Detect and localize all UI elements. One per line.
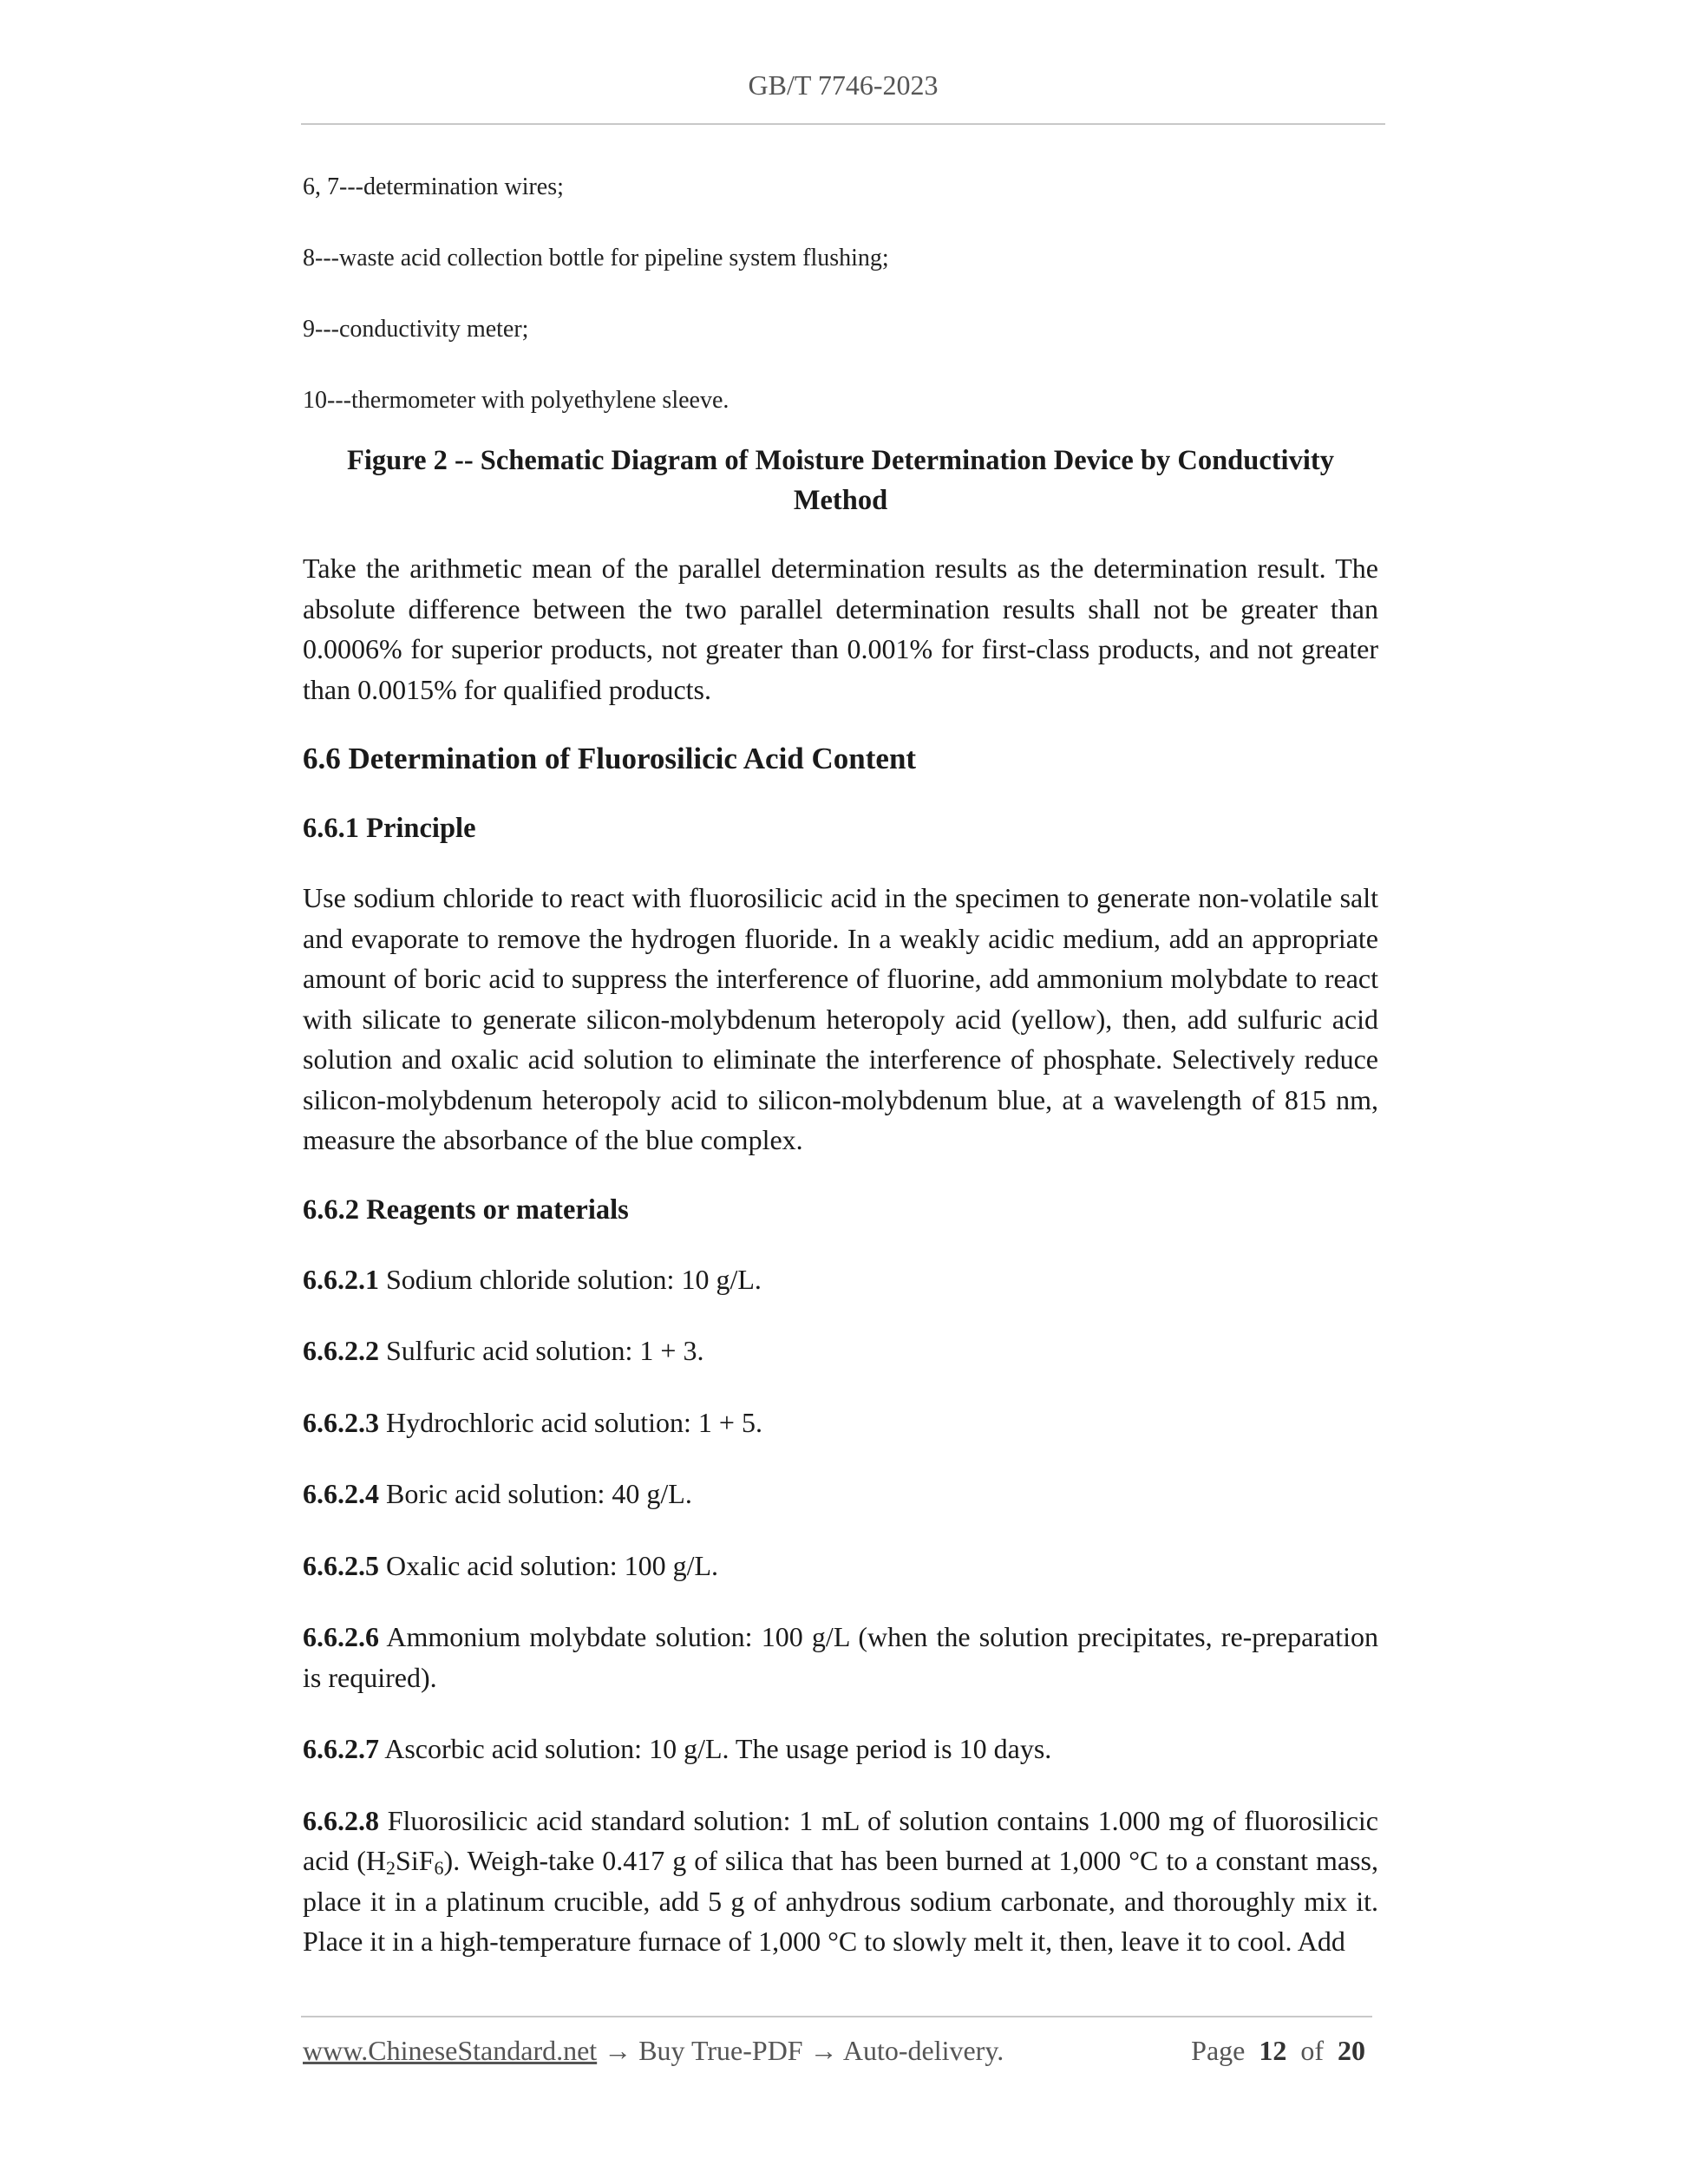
- reagent-item: [303, 1331, 1378, 1371]
- reagent-item: [303, 1729, 1378, 1769]
- reagent-item: [303, 1474, 1378, 1514]
- reagent-number: 6.6.2.8: [303, 1804, 379, 1836]
- of-word: of: [1300, 2035, 1324, 2066]
- section-heading-6-6: 6.6 Determination of Fluorosilicic Acid Content: [303, 742, 917, 775]
- reagent-number: 6.6.2.1: [303, 1263, 379, 1295]
- reagent-number: 6.6.2.4: [303, 1478, 379, 1509]
- reagent-item: [303, 1403, 1378, 1443]
- reagent-text: Boric acid solution: 40 g/L.: [379, 1478, 692, 1509]
- page-content: [303, 170, 1378, 1993]
- reagent-item: [303, 1617, 1378, 1697]
- total-pages: 20: [1338, 2035, 1365, 2066]
- subsection-heading-6-6-1: 6.6.1 Principle: [303, 813, 476, 844]
- figure-legend-item: 8---waste acid collection bottle for pipeline system flushing;: [303, 245, 889, 271]
- footer-divider: [301, 2016, 1372, 2017]
- header-divider: [301, 123, 1385, 125]
- reagent-number: 6.6.2.2: [303, 1335, 379, 1366]
- reagent-text: Hydrochloric acid solution: 1 + 5.: [379, 1406, 762, 1438]
- reagent-item: [303, 1259, 1378, 1300]
- page-indicator: [1191, 2035, 1365, 2067]
- figure-legend-item: 6, 7---determination wires;: [303, 173, 564, 200]
- reagent-text: Fluorosilicic acid standard solution: 1 mL of solution contains 1.000 mg of fluorosilicic acid (H: [303, 1804, 1378, 1876]
- subscript: 6: [434, 1857, 444, 1879]
- paragraph-principle: Use sodium chloride to react with fluorosilicic acid in the specimen to generate non-volatile salt and evaporate to remove the hydrogen fluoride. In a weakly acidic medium, add an appropriate amount of boric acid to suppress the interference of fluorine, add ammonium molybdate to react with silicate to generate silicon-molybdenum heteropoly acid (yellow), then, add sulfuric acid solution and oxalic acid solution to eliminate the interference of phosphate. Selectively reduce silicon-molybdenum heteropoly acid to silicon-molybdenum blue, at a wavelength of 815 nm, measure the absorbance of the blue complex.: [303, 882, 1378, 1155]
- reagent-number: 6.6.2.3: [303, 1406, 379, 1438]
- paragraph-arithmetic-mean: Take the arithmetic mean of the parallel determination results as the determination result. The absolute difference between the two parallel determination results shall not be greater than 0.0006% for superior products, not greater than 0.001% for first-class products, and not greater than 0.0015% for qualified products.: [303, 553, 1378, 705]
- footer-promo-text: → Buy True-PDF → Auto-delivery.: [597, 2035, 1004, 2066]
- page-footer: [303, 2035, 1372, 2075]
- reagent-text: Ascorbic acid solution: 10 g/L. The usage period is 10 days.: [379, 1733, 1052, 1764]
- reagent-text: Oxalic acid solution: 100 g/L.: [379, 1549, 719, 1581]
- current-page-number: 12: [1259, 2035, 1287, 2066]
- reagent-text: SiF: [396, 1845, 435, 1876]
- reagent-text: Sodium chloride solution: 10 g/L.: [379, 1263, 762, 1295]
- reagent-number: 6.6.2.7: [303, 1733, 379, 1764]
- figure-caption: Figure 2 -- Schematic Diagram of Moisture Determination Device by Conductivity Method: [347, 445, 1334, 516]
- figure-legend-item: 9---conductivity meter;: [303, 316, 529, 343]
- reagent-text: Ammonium molybdate solution: 100 g/L (when the solution precipitates, re-preparation is required).: [303, 1621, 1378, 1693]
- footer-promo: [303, 2035, 1004, 2067]
- page-word: Page: [1191, 2035, 1246, 2066]
- reagent-number: 6.6.2.5: [303, 1549, 379, 1581]
- subsection-heading-6-6-2: 6.6.2 Reagents or materials: [303, 1193, 629, 1226]
- reagent-number: 6.6.2.6: [303, 1621, 379, 1652]
- reagent-item: [303, 1546, 1378, 1586]
- reagent-text: ). Weigh-take 0.417 g of silica that has been burned at 1,000 °C to a constant mass, place it in a platinum crucible, add 5 g of anhydrous sodium carbonate, and thoroughly mix it. Place it in a high-temperature furnace of 1,000 °C to slowly melt it, then, leave it to cool. Add: [303, 1845, 1379, 1957]
- page-header-title: GB/T 7746-2023: [748, 69, 939, 101]
- subscript: 2: [386, 1857, 396, 1879]
- reagent-item-standard-solution: [303, 1801, 1378, 1962]
- reagent-text: Sulfuric acid solution: 1 + 3.: [379, 1335, 704, 1366]
- website-link[interactable]: www.ChineseStandard.net: [303, 2035, 598, 2066]
- figure-legend-item: 10---thermometer with polyethylene sleeve.: [303, 387, 730, 414]
